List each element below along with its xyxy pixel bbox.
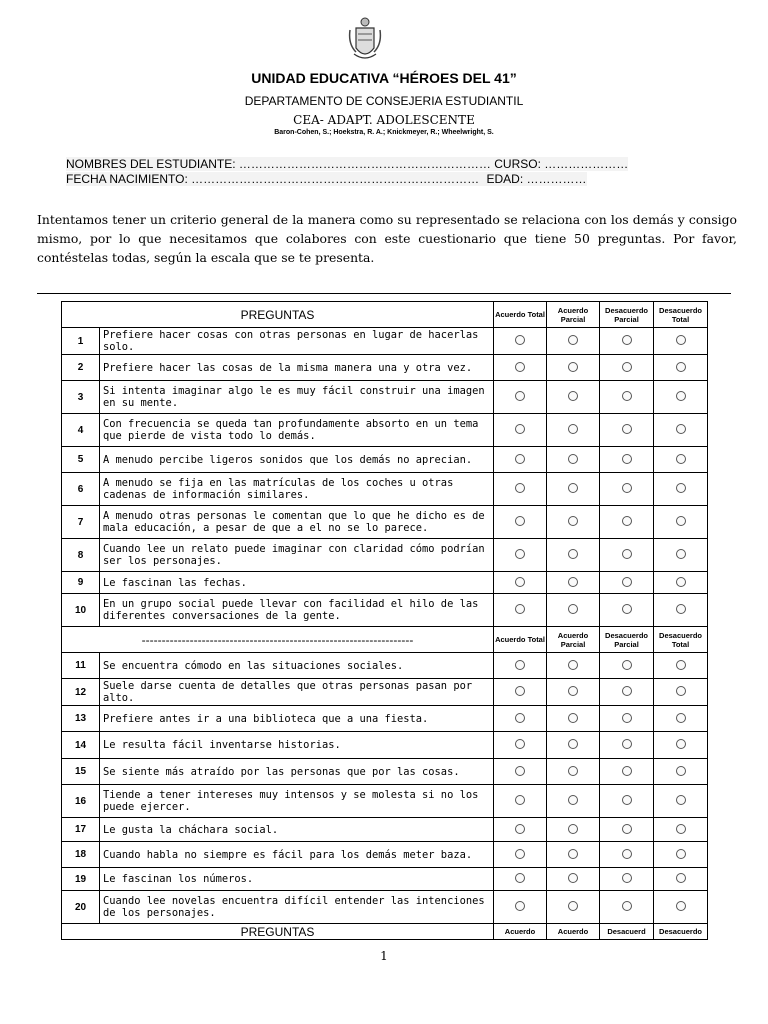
answer-radio[interactable] bbox=[676, 849, 686, 859]
question-row bbox=[62, 355, 708, 381]
question-text: Prefiere hacer las cosas de la misma manera una y otra vez. bbox=[100, 355, 494, 381]
answer-radio[interactable] bbox=[676, 660, 686, 670]
question-number: 15 bbox=[62, 759, 100, 785]
answer-radio[interactable] bbox=[515, 824, 525, 834]
answer-cell bbox=[654, 842, 708, 868]
answer-radio[interactable] bbox=[676, 335, 686, 345]
answer-cell bbox=[654, 473, 708, 506]
answer-radio[interactable] bbox=[568, 516, 578, 526]
scale-column-header: Acuerdo Parcial bbox=[547, 627, 600, 653]
answer-radio[interactable] bbox=[676, 577, 686, 587]
answer-radio[interactable] bbox=[568, 739, 578, 749]
question-row bbox=[62, 818, 708, 842]
question-number: 1 bbox=[62, 328, 100, 355]
answer-cell bbox=[600, 594, 654, 627]
answer-radio[interactable] bbox=[568, 660, 578, 670]
scale-column-header: Acuerdo bbox=[494, 924, 547, 940]
question-row bbox=[62, 594, 708, 627]
answer-radio[interactable] bbox=[515, 766, 525, 776]
answer-cell bbox=[547, 355, 600, 381]
answer-radio[interactable] bbox=[515, 362, 525, 372]
answer-cell bbox=[547, 759, 600, 785]
answer-radio[interactable] bbox=[622, 549, 632, 559]
answer-cell bbox=[600, 785, 654, 818]
question-number: 18 bbox=[62, 842, 100, 868]
answer-cell bbox=[494, 381, 547, 414]
question-text: Cuando lee novelas encuentra difícil entender las intenciones de los personajes. bbox=[100, 891, 494, 924]
answer-radio[interactable] bbox=[676, 766, 686, 776]
answer-cell bbox=[600, 355, 654, 381]
scale-column-header: Desacuerdo Parcial bbox=[600, 302, 654, 328]
answer-cell bbox=[600, 381, 654, 414]
answer-cell bbox=[654, 355, 708, 381]
question-text: Le resulta fácil inventarse historias. bbox=[100, 732, 494, 759]
question-number: 14 bbox=[62, 732, 100, 759]
question-row bbox=[62, 328, 708, 355]
questions-header: PREGUNTAS bbox=[62, 924, 494, 940]
answer-radio[interactable] bbox=[515, 739, 525, 749]
answer-radio[interactable] bbox=[622, 824, 632, 834]
questions-header: PREGUNTAS bbox=[62, 302, 494, 328]
answer-radio[interactable] bbox=[622, 849, 632, 859]
table-header-row bbox=[62, 924, 708, 940]
answer-radio[interactable] bbox=[568, 824, 578, 834]
scale-column-header: Acuerdo Total bbox=[494, 627, 547, 653]
answer-cell bbox=[654, 653, 708, 679]
answer-cell bbox=[547, 594, 600, 627]
answer-cell bbox=[494, 785, 547, 818]
answer-cell bbox=[547, 506, 600, 539]
scale-column-header: Desacuerd bbox=[600, 924, 654, 940]
answer-radio[interactable] bbox=[676, 604, 686, 614]
section-separator: -------------------------------------------------------------------- bbox=[62, 627, 494, 653]
question-row bbox=[62, 679, 708, 706]
question-text: Se siente más atraído por las personas que por las cosas. bbox=[100, 759, 494, 785]
answer-cell bbox=[654, 539, 708, 572]
answer-radio[interactable] bbox=[622, 577, 632, 587]
answer-radio[interactable] bbox=[622, 660, 632, 670]
scale-column-header: Acuerdo Total bbox=[494, 302, 547, 328]
question-text: A menudo percibe ligeros sonidos que los demás no aprecian. bbox=[100, 447, 494, 473]
school-crest-logo bbox=[346, 14, 384, 64]
question-text: Cuando lee un relato puede imaginar con claridad cómo podrían ser los personajes. bbox=[100, 539, 494, 572]
answer-radio[interactable] bbox=[568, 549, 578, 559]
answer-radio[interactable] bbox=[515, 454, 525, 464]
answer-cell bbox=[654, 732, 708, 759]
answer-radio[interactable] bbox=[676, 824, 686, 834]
answer-radio[interactable] bbox=[622, 713, 632, 723]
scale-column-header: Desacuerdo bbox=[654, 924, 708, 940]
answer-radio[interactable] bbox=[568, 901, 578, 911]
answer-cell bbox=[547, 818, 600, 842]
answer-radio[interactable] bbox=[676, 391, 686, 401]
answer-cell bbox=[654, 572, 708, 594]
age-field[interactable]: EDAD: …………… bbox=[486, 172, 587, 186]
answer-cell bbox=[494, 759, 547, 785]
answer-radio[interactable] bbox=[622, 516, 632, 526]
answer-cell bbox=[547, 381, 600, 414]
question-row bbox=[62, 473, 708, 506]
answer-radio[interactable] bbox=[515, 391, 525, 401]
answer-radio[interactable] bbox=[515, 577, 525, 587]
answer-cell bbox=[494, 679, 547, 706]
answer-radio[interactable] bbox=[622, 795, 632, 805]
answer-cell bbox=[494, 818, 547, 842]
answer-cell bbox=[494, 355, 547, 381]
answer-cell bbox=[547, 785, 600, 818]
answer-cell bbox=[494, 594, 547, 627]
question-number: 9 bbox=[62, 572, 100, 594]
answer-radio[interactable] bbox=[568, 424, 578, 434]
answer-radio[interactable] bbox=[676, 795, 686, 805]
answer-radio[interactable] bbox=[568, 686, 578, 696]
answer-radio[interactable] bbox=[568, 577, 578, 587]
question-text: Le fascinan las fechas. bbox=[100, 572, 494, 594]
answer-cell bbox=[547, 706, 600, 732]
answer-radio[interactable] bbox=[622, 483, 632, 493]
question-row bbox=[62, 842, 708, 868]
answer-cell bbox=[600, 818, 654, 842]
answer-radio[interactable] bbox=[568, 604, 578, 614]
answer-cell bbox=[547, 653, 600, 679]
answer-cell bbox=[547, 732, 600, 759]
question-number: 4 bbox=[62, 414, 100, 447]
scale-column-header: Desacuerdo Total bbox=[654, 302, 708, 328]
answer-cell bbox=[547, 539, 600, 572]
question-row bbox=[62, 506, 708, 539]
answer-radio[interactable] bbox=[622, 766, 632, 776]
answer-cell bbox=[547, 891, 600, 924]
answer-radio[interactable] bbox=[515, 686, 525, 696]
answer-cell bbox=[494, 572, 547, 594]
question-text: Prefiere hacer cosas con otras personas en lugar de hacerlas solo. bbox=[100, 328, 494, 355]
course-field[interactable]: CURSO: ………………… bbox=[494, 157, 629, 171]
answer-radio[interactable] bbox=[515, 335, 525, 345]
answer-radio[interactable] bbox=[515, 516, 525, 526]
question-number: 2 bbox=[62, 355, 100, 381]
answer-radio[interactable] bbox=[676, 516, 686, 526]
question-text: A menudo otras personas le comentan que lo que he dicho es de mala educación, a pesar de que a el no se lo parece. bbox=[100, 506, 494, 539]
answer-cell bbox=[600, 706, 654, 732]
answer-radio[interactable] bbox=[622, 901, 632, 911]
answer-radio[interactable] bbox=[568, 795, 578, 805]
answer-cell bbox=[494, 447, 547, 473]
answer-radio[interactable] bbox=[515, 549, 525, 559]
answer-radio[interactable] bbox=[622, 391, 632, 401]
answer-cell bbox=[654, 506, 708, 539]
answer-cell bbox=[494, 506, 547, 539]
answer-radio[interactable] bbox=[676, 549, 686, 559]
answer-radio[interactable] bbox=[622, 686, 632, 696]
answer-radio[interactable] bbox=[676, 873, 686, 883]
answer-cell bbox=[654, 414, 708, 447]
answer-radio[interactable] bbox=[622, 424, 632, 434]
answer-cell bbox=[654, 868, 708, 891]
question-row bbox=[62, 447, 708, 473]
answer-cell bbox=[494, 328, 547, 355]
answer-radio[interactable] bbox=[515, 713, 525, 723]
page-number: 1 bbox=[380, 949, 388, 963]
question-row bbox=[62, 381, 708, 414]
student-name-row bbox=[66, 157, 628, 171]
question-row bbox=[62, 653, 708, 679]
scale-column-header: Acuerdo bbox=[547, 924, 600, 940]
question-text: Prefiere antes ir a una biblioteca que a una fiesta. bbox=[100, 706, 494, 732]
answer-radio[interactable] bbox=[515, 873, 525, 883]
answer-cell bbox=[494, 891, 547, 924]
birth-date-field[interactable]: FECHA NACIMIENTO: ……………………………………………………………… bbox=[66, 172, 480, 186]
question-text: Le gusta la cháchara social. bbox=[100, 818, 494, 842]
answer-radio[interactable] bbox=[676, 739, 686, 749]
question-row bbox=[62, 868, 708, 891]
answer-cell bbox=[494, 706, 547, 732]
answer-radio[interactable] bbox=[515, 901, 525, 911]
question-text: Si intenta imaginar algo le es muy fácil construir una imagen en su mente. bbox=[100, 381, 494, 414]
answer-cell bbox=[494, 842, 547, 868]
answer-radio[interactable] bbox=[568, 849, 578, 859]
answer-radio[interactable] bbox=[622, 739, 632, 749]
answer-radio[interactable] bbox=[676, 362, 686, 372]
answer-cell bbox=[494, 732, 547, 759]
question-text: Cuando habla no siempre es fácil para los demás meter baza. bbox=[100, 842, 494, 868]
question-text: A menudo se fija en las matrículas de los coches u otras cadenas de información similares. bbox=[100, 473, 494, 506]
question-number: 16 bbox=[62, 785, 100, 818]
answer-radio[interactable] bbox=[622, 873, 632, 883]
answer-cell bbox=[600, 506, 654, 539]
answer-radio[interactable] bbox=[568, 454, 578, 464]
answer-cell bbox=[600, 328, 654, 355]
test-name: CEA- ADAPT. ADOLESCENTE bbox=[293, 113, 475, 127]
answer-cell bbox=[600, 868, 654, 891]
answer-cell bbox=[654, 381, 708, 414]
table-header-row bbox=[62, 302, 708, 328]
answer-cell bbox=[547, 473, 600, 506]
answer-cell bbox=[547, 414, 600, 447]
institution-title: UNIDAD EDUCATIVA “HÉROES DEL 41” bbox=[251, 70, 517, 86]
scale-column-header: Desacuerdo Parcial bbox=[600, 627, 654, 653]
answer-radio[interactable] bbox=[515, 424, 525, 434]
answer-cell bbox=[654, 785, 708, 818]
answer-cell bbox=[494, 473, 547, 506]
answer-cell bbox=[654, 447, 708, 473]
question-text: Tiende a tener intereses muy intensos y se molesta si no los puede ejercer. bbox=[100, 785, 494, 818]
answer-cell bbox=[600, 759, 654, 785]
answer-radio[interactable] bbox=[568, 483, 578, 493]
answer-cell bbox=[654, 891, 708, 924]
question-row bbox=[62, 539, 708, 572]
answer-radio[interactable] bbox=[676, 901, 686, 911]
answer-radio[interactable] bbox=[676, 454, 686, 464]
authors-line: Baron-Cohen, S.; Hoekstra, R. A.; Knickmeyer, R.; Wheelwright, S. bbox=[274, 129, 494, 136]
answer-radio[interactable] bbox=[676, 483, 686, 493]
answer-radio[interactable] bbox=[676, 686, 686, 696]
answer-radio[interactable] bbox=[515, 795, 525, 805]
answer-cell bbox=[600, 732, 654, 759]
question-row bbox=[62, 732, 708, 759]
answer-radio[interactable] bbox=[622, 454, 632, 464]
question-number: 20 bbox=[62, 891, 100, 924]
answer-cell bbox=[600, 679, 654, 706]
question-text: Se encuentra cómodo en las situaciones sociales. bbox=[100, 653, 494, 679]
divider bbox=[37, 293, 731, 294]
answer-cell bbox=[600, 447, 654, 473]
question-number: 6 bbox=[62, 473, 100, 506]
answer-cell bbox=[654, 679, 708, 706]
questionnaire-table bbox=[61, 301, 708, 940]
scale-column-header: Acuerdo Parcial bbox=[547, 302, 600, 328]
answer-cell bbox=[547, 328, 600, 355]
answer-cell bbox=[547, 842, 600, 868]
answer-cell bbox=[494, 539, 547, 572]
question-number: 13 bbox=[62, 706, 100, 732]
answer-radio[interactable] bbox=[568, 362, 578, 372]
answer-cell bbox=[600, 891, 654, 924]
question-number: 7 bbox=[62, 506, 100, 539]
answer-radio[interactable] bbox=[568, 873, 578, 883]
question-number: 12 bbox=[62, 679, 100, 706]
question-row bbox=[62, 706, 708, 732]
question-number: 3 bbox=[62, 381, 100, 414]
question-number: 19 bbox=[62, 868, 100, 891]
answer-radio[interactable] bbox=[622, 362, 632, 372]
answer-radio[interactable] bbox=[515, 660, 525, 670]
answer-radio[interactable] bbox=[568, 391, 578, 401]
answer-cell bbox=[654, 818, 708, 842]
question-row bbox=[62, 759, 708, 785]
question-row bbox=[62, 891, 708, 924]
answer-radio[interactable] bbox=[622, 604, 632, 614]
answer-cell bbox=[600, 842, 654, 868]
answer-radio[interactable] bbox=[676, 424, 686, 434]
table-header-row bbox=[62, 627, 708, 653]
question-text: Suele darse cuenta de detalles que otras personas pasan por alto. bbox=[100, 679, 494, 706]
answer-cell bbox=[494, 414, 547, 447]
question-number: 10 bbox=[62, 594, 100, 627]
answer-cell bbox=[600, 414, 654, 447]
answer-cell bbox=[547, 679, 600, 706]
student-name-field[interactable]: NOMBRES DEL ESTUDIANTE: ……………………………………………………… bbox=[66, 157, 491, 171]
answer-cell bbox=[600, 473, 654, 506]
question-row bbox=[62, 785, 708, 818]
answer-radio[interactable] bbox=[568, 713, 578, 723]
answer-cell bbox=[547, 572, 600, 594]
answer-radio[interactable] bbox=[515, 483, 525, 493]
answer-cell bbox=[600, 653, 654, 679]
question-number: 5 bbox=[62, 447, 100, 473]
answer-radio[interactable] bbox=[622, 335, 632, 345]
answer-cell bbox=[654, 759, 708, 785]
answer-radio[interactable] bbox=[676, 713, 686, 723]
question-row bbox=[62, 414, 708, 447]
question-number: 8 bbox=[62, 539, 100, 572]
answer-cell bbox=[654, 706, 708, 732]
answer-cell bbox=[547, 447, 600, 473]
answer-cell bbox=[600, 572, 654, 594]
scale-column-header: Desacuerdo Total bbox=[654, 627, 708, 653]
question-text: Con frecuencia se queda tan profundamente absorto en un tema que pierde de vista todo lo demás. bbox=[100, 414, 494, 447]
answer-radio[interactable] bbox=[568, 766, 578, 776]
answer-cell bbox=[494, 653, 547, 679]
question-number: 11 bbox=[62, 653, 100, 679]
question-text: En un grupo social puede llevar con facilidad el hilo de las diferentes conversaciones de la gente. bbox=[100, 594, 494, 627]
answer-radio[interactable] bbox=[515, 604, 525, 614]
department-title: DEPARTAMENTO DE CONSEJERIA ESTUDIANTIL bbox=[244, 94, 524, 108]
answer-cell bbox=[494, 868, 547, 891]
birth-date-row bbox=[66, 172, 587, 186]
answer-cell bbox=[600, 539, 654, 572]
answer-cell bbox=[547, 868, 600, 891]
answer-cell bbox=[654, 594, 708, 627]
answer-radio[interactable] bbox=[568, 335, 578, 345]
instructions-paragraph: Intentamos tener un criterio general de la manera como su representado se relaciona con los demás y consigo mismo, por lo que necesitamos que colabores con este cuestionario que tiene 50 preguntas. Por favor, contéstelas todas, según la escala que se te presenta. bbox=[37, 212, 737, 265]
answer-cell bbox=[654, 328, 708, 355]
answer-radio[interactable] bbox=[515, 849, 525, 859]
question-number: 17 bbox=[62, 818, 100, 842]
question-text: Le fascinan los números. bbox=[100, 868, 494, 891]
question-row bbox=[62, 572, 708, 594]
